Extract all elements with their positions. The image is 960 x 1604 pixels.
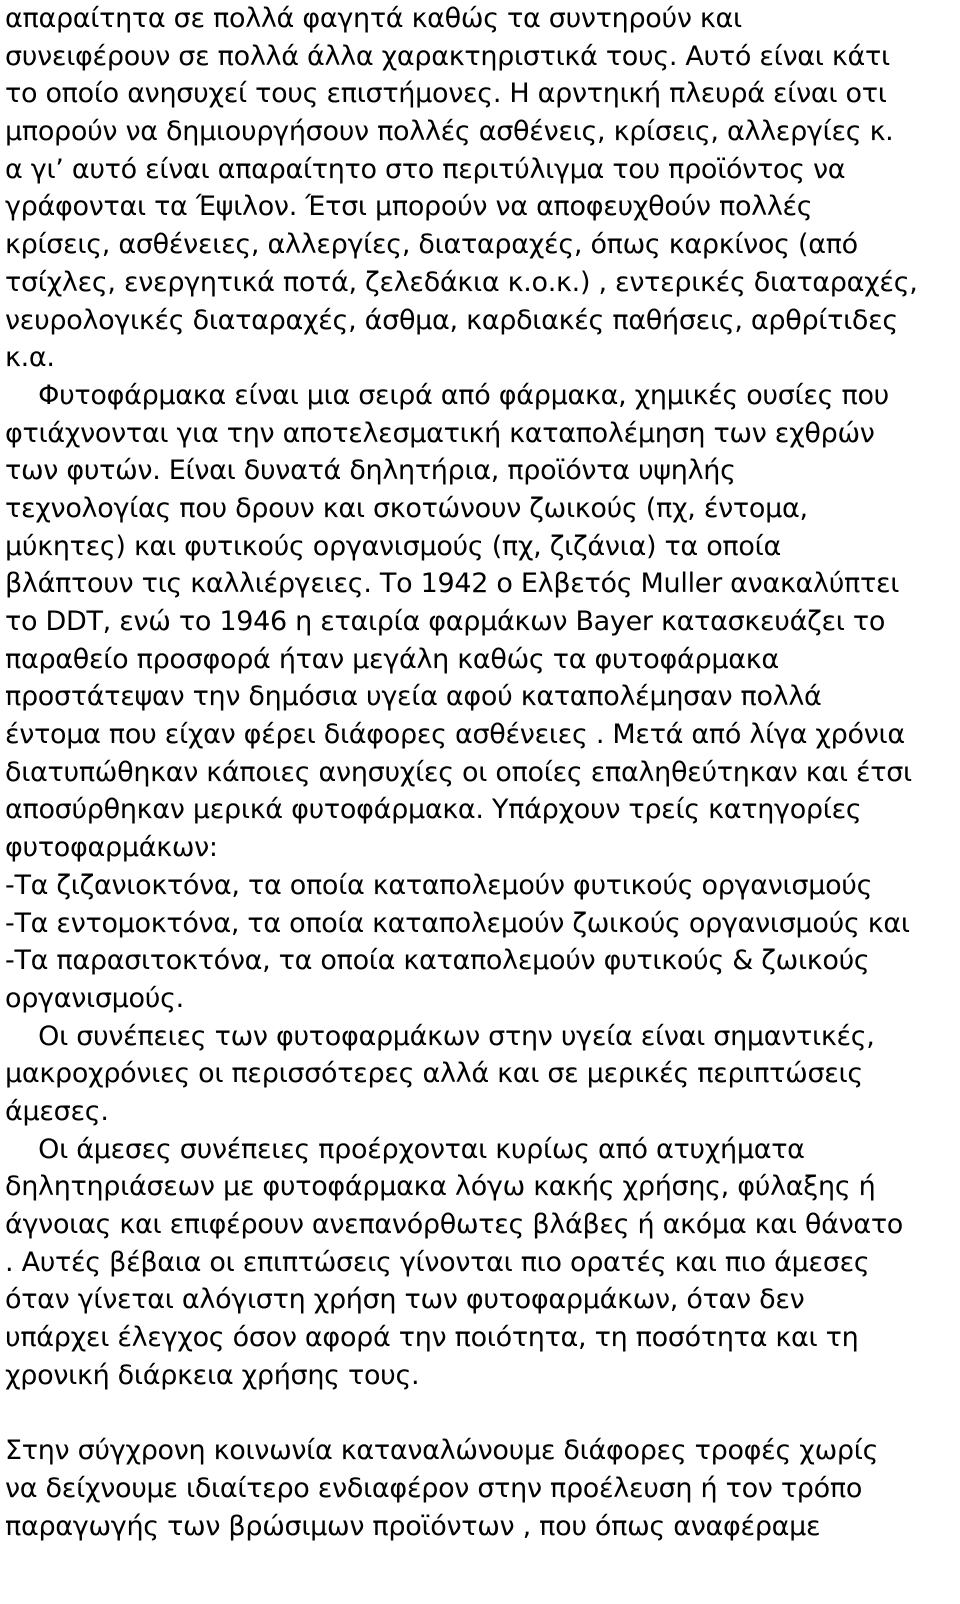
- paragraph-start-line: Οι άμεσες συνέπειες προέρχονται κυρίως από ατυχήματα: [5, 1133, 805, 1165]
- text-line: φυτοφαρμάκων:: [5, 832, 218, 864]
- text-line: απαραίτητα σε πολλά φαγητά καθώς τα συντηρούν και: [5, 3, 742, 34]
- text-line: χρονική διάρκεια χρήσης τους.: [5, 1359, 420, 1391]
- document-body: [5, 0, 955, 1545]
- text-line: παραθείο προσφορά ήταν μεγάλη καθώς τα φυτοφάρμακα: [5, 643, 779, 675]
- text-line: . Αυτές βέβαια οι επιπτώσεις γίνονται πιο ορατές και πιο άμεσες: [5, 1246, 870, 1278]
- list-item: -Τα ζιζανιοκτόνα, τα οποία καταπολεμούν φυτικούς οργανισμούς: [5, 869, 873, 901]
- text-line: συνειφέρουν σε πολλά άλλα χαρακτηριστικά τους. Αυτό είναι κάτι: [5, 40, 890, 72]
- text-line: Στην σύγχρονη κοινωνία καταναλώνουμε διάφορες τροφές χωρίς: [5, 1435, 879, 1467]
- text-line: γράφονται τα Έψιλον. Έτσι μπορούν να αποφευχθούν πολλές: [5, 191, 813, 223]
- text-line: έντομα που είχαν φέρει διάφορες ασθένειες . Μετά από λίγα χρόνια: [5, 719, 905, 751]
- text-line: κρίσεις, ασθένειες, αλλεργίες, διαταραχές, όπως καρκίνος (από: [5, 229, 858, 261]
- text-line: μπορούν να δημιουργήσουν πολλές ασθένεις, κρίσεις, αλλεργίες κ.: [5, 116, 894, 148]
- text-line: μακροχρόνιες οι περισσότερες αλλά και σε μερικές περιπτώσεις: [5, 1058, 863, 1090]
- text-line: υπάρχει έλεγχος όσον αφορά την ποιότητα, τη ποσότητα και τη: [5, 1322, 859, 1354]
- paragraph-start-line: Φυτοφάρμακα είναι μια σειρά από φάρμακα, χημικές ουσίες που: [5, 379, 890, 411]
- text-line: αποσύρθηκαν μερικά φυτοφάρμακα. Υπάρχουν τρείς κατηγορίες: [5, 794, 862, 826]
- text-line: το DDT, ενώ το 1946 η εταιρία φαρμάκων Bayer κατασκευάζει το: [5, 606, 886, 637]
- text-line: τεχνολογίας που δρουν και σκοτώνουν ζωικούς (πχ, έντομα,: [5, 492, 808, 524]
- text-line: μύκητες) και φυτικούς οργανισμούς (πχ, ζιζάνια) τα οποία: [5, 530, 781, 562]
- text-line: διατυπώθηκαν κάποιες ανησυχίες οι οποίες επαληθεύτηκαν και έτσι: [5, 756, 912, 788]
- text-line: προστάτεψαν την δημόσια υγεία αφού καταπολέμησαν πολλά: [5, 681, 822, 713]
- text-line: παραγωγής των βρώσιμων προϊόντων , που όπως αναφέραμε: [5, 1510, 821, 1542]
- text-line: τσίχλες, ενεργητικά ποτά, ζελεδάκια κ.ο.κ.) , εντερικές διαταραχές,: [5, 266, 918, 298]
- text-line: το οποίο ανησυχεί τους επιστήμονες. Η αρντηική πλευρά είναι οτι: [5, 78, 887, 110]
- text-line: δηλητηριάσεων με φυτοφάρμακα λόγω κακής χρήσης, φύλαξης ή: [5, 1171, 876, 1203]
- text-line: κ.α.: [5, 342, 55, 374]
- text-line: των φυτών. Είναι δυνατά δηλητήρια, προϊόντα υψηλής: [5, 455, 736, 487]
- text-line: οργανισμούς.: [5, 982, 184, 1014]
- list-item: -Τα εντομοκτόνα, τα οποία καταπολεμούν ζωικούς οργανισμούς και: [5, 907, 910, 939]
- text-line: φτιάχνονται για την αποτελεσματική καταπολέμηση των εχθρών: [5, 417, 875, 449]
- blank-line: [5, 1394, 955, 1432]
- text-line: άμεσες.: [5, 1095, 109, 1127]
- text-line: να δείχνουμε ιδιαίτερο ενδιαφέρον στην προέλευση ή τον τρόπο: [5, 1472, 863, 1504]
- text-line: βλάπτουν τις καλλιέργειες. Το 1942 ο Ελβετός Muller ανακαλύπτει: [5, 568, 900, 600]
- text-line: α γι’ αυτό είναι απαραίτητο στο περιτύλιγμα του προϊόντος να: [5, 153, 846, 185]
- text-line: νευρολογικές διαταραχές, άσθμα, καρδιακές παθήσεις, αρθρίτιδες: [5, 304, 898, 336]
- paragraph-start-line: Οι συνέπειες των φυτοφαρμάκων στην υγεία είναι σημαντικές,: [5, 1020, 875, 1052]
- list-item: -Τα παρασιτοκτόνα, τα οποία καταπολεμούν φυτικούς & ζωικούς: [5, 945, 870, 977]
- text-line: άγνοιας και επιφέρουν ανεπανόρθωτες βλάβες ή ακόμα και θάνατο: [5, 1209, 904, 1240]
- text-line: όταν γίνεται αλόγιστη χρήση των φυτοφαρμάκων, όταν δεν: [5, 1284, 805, 1316]
